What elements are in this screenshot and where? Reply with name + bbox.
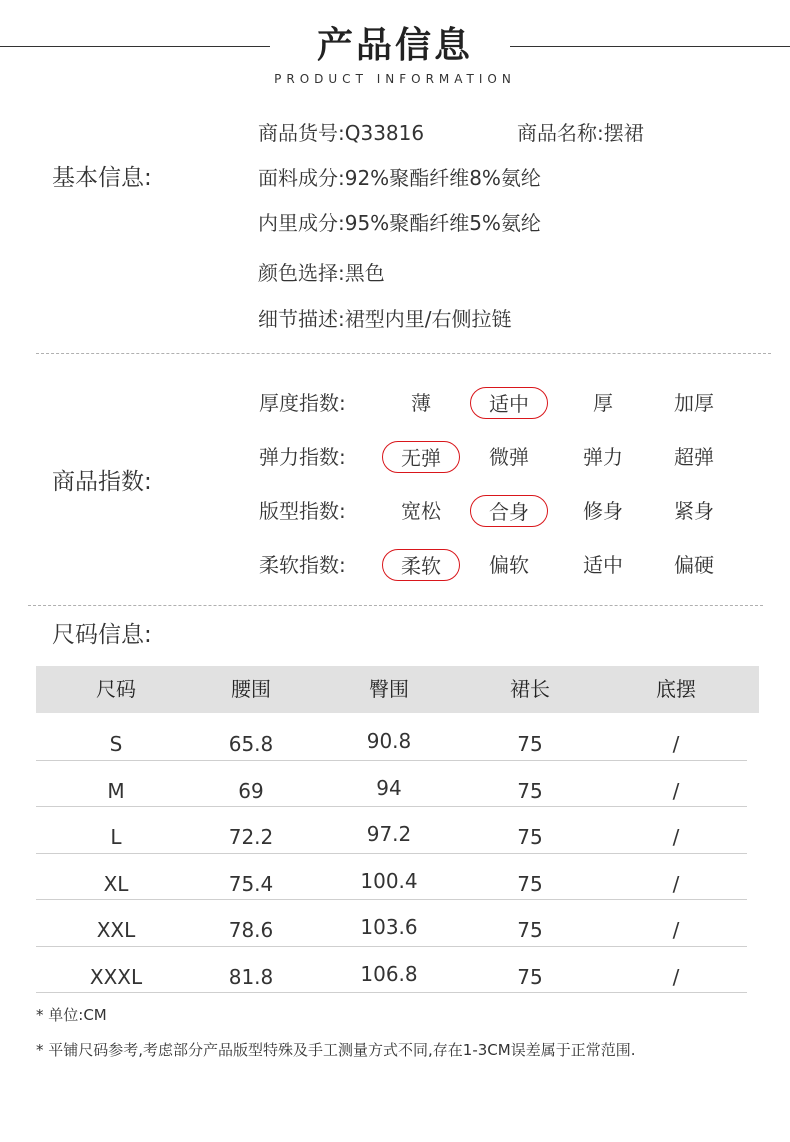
index-option: 修身	[583, 499, 623, 523]
size-table-header-cell: 尺码	[96, 677, 136, 701]
index-option-selected: 无弹	[382, 441, 460, 473]
product-index-label: 商品指数:	[52, 469, 152, 495]
index-option-selected: 适中	[470, 387, 548, 419]
table-row-divider	[36, 992, 747, 993]
size-table-header-cell: 臀围	[369, 677, 409, 701]
index-row-label: 版型指数:	[259, 499, 346, 523]
size-table-cell: 75	[517, 964, 543, 989]
disclaimer-note: * 平铺尺码参考,考虑部分产品版型特殊及手工测量方式不同,存在1-3CM误差属于正常范围.	[36, 1041, 636, 1059]
index-option: 适中	[583, 553, 623, 577]
size-table-cell: S	[109, 732, 123, 756]
index-option: 偏硬	[674, 553, 714, 577]
page-subtitle: PRODUCT INFORMATION	[274, 72, 516, 86]
size-table-cell: 75	[517, 871, 543, 896]
index-option: 微弹	[489, 445, 529, 469]
table-row-divider	[36, 853, 747, 854]
page-title: 产品信息	[316, 25, 473, 66]
size-table-cell: 75	[517, 825, 543, 849]
index-option: 加厚	[674, 391, 714, 415]
size-info-label: 尺码信息:	[52, 622, 152, 648]
lining-text: 内里成分:95%聚酯纤维5%氨纶	[258, 211, 541, 235]
table-row-divider	[36, 946, 747, 947]
size-table-cell: 75	[517, 732, 543, 756]
size-table-cell: 94	[376, 775, 402, 800]
table-row-divider	[36, 899, 747, 900]
fabric-text: 面料成分:92%聚酯纤维8%氨纶	[258, 166, 541, 190]
index-option-selected: 合身	[470, 495, 548, 527]
index-row-label: 厚度指数:	[259, 391, 346, 415]
size-table-cell: 97.2	[366, 822, 412, 846]
product-name-text: 商品名称:摆裙	[517, 121, 644, 145]
size-table-header-cell: 裙长	[510, 677, 550, 701]
divider-2	[28, 605, 763, 606]
table-row-divider	[36, 760, 747, 761]
detail-text: 细节描述:裙型内里/右侧拉链	[258, 307, 512, 331]
index-option: 薄	[411, 391, 431, 415]
size-table-cell: 65.8	[228, 732, 274, 756]
size-table-cell: 106.8	[360, 961, 418, 986]
size-table-cell: /	[672, 918, 680, 942]
size-table-cell: 69	[238, 778, 264, 803]
sku-text: 商品货号:Q33816	[258, 121, 425, 145]
size-table-cell: M	[107, 778, 125, 803]
basic-info-label: 基本信息:	[52, 165, 152, 191]
size-table-cell: XXL	[96, 918, 136, 942]
size-table-cell: /	[672, 778, 680, 803]
size-table-cell: 81.8	[228, 964, 274, 989]
index-option: 宽松	[401, 499, 441, 523]
index-row-label: 柔软指数:	[259, 553, 346, 577]
divider-1	[36, 353, 771, 354]
index-option: 弹力	[583, 445, 623, 469]
color-text: 颜色选择:黑色	[258, 261, 385, 285]
table-row-divider	[36, 806, 747, 807]
size-table-cell: /	[672, 964, 680, 989]
index-option: 紧身	[674, 499, 714, 523]
size-table-cell: 75	[517, 918, 543, 942]
size-table-cell: 103.6	[360, 915, 418, 939]
unit-note: * 单位:CM	[36, 1006, 107, 1024]
size-table-header-cell: 腰围	[231, 677, 271, 701]
size-table-cell: 75	[517, 778, 543, 803]
index-option: 偏软	[489, 553, 529, 577]
index-option: 厚	[593, 391, 613, 415]
size-table-cell: 75.4	[228, 871, 274, 896]
index-row-label: 弹力指数:	[259, 445, 346, 469]
size-table-cell: 78.6	[228, 918, 274, 942]
index-option-selected: 柔软	[382, 549, 460, 581]
size-table-header-cell: 底摆	[656, 677, 696, 701]
size-table-cell: /	[672, 825, 680, 849]
size-table-cell: XXXL	[89, 964, 143, 989]
size-table-header	[36, 666, 759, 713]
size-table-cell: /	[672, 732, 680, 756]
size-table-cell: 72.2	[228, 825, 274, 849]
size-table-cell: XL	[103, 871, 129, 896]
size-table-cell: 90.8	[366, 729, 412, 753]
index-option: 超弹	[674, 445, 714, 469]
size-table-cell: /	[672, 871, 680, 896]
size-table-cell: L	[110, 825, 122, 849]
size-table-cell: 100.4	[360, 868, 418, 893]
